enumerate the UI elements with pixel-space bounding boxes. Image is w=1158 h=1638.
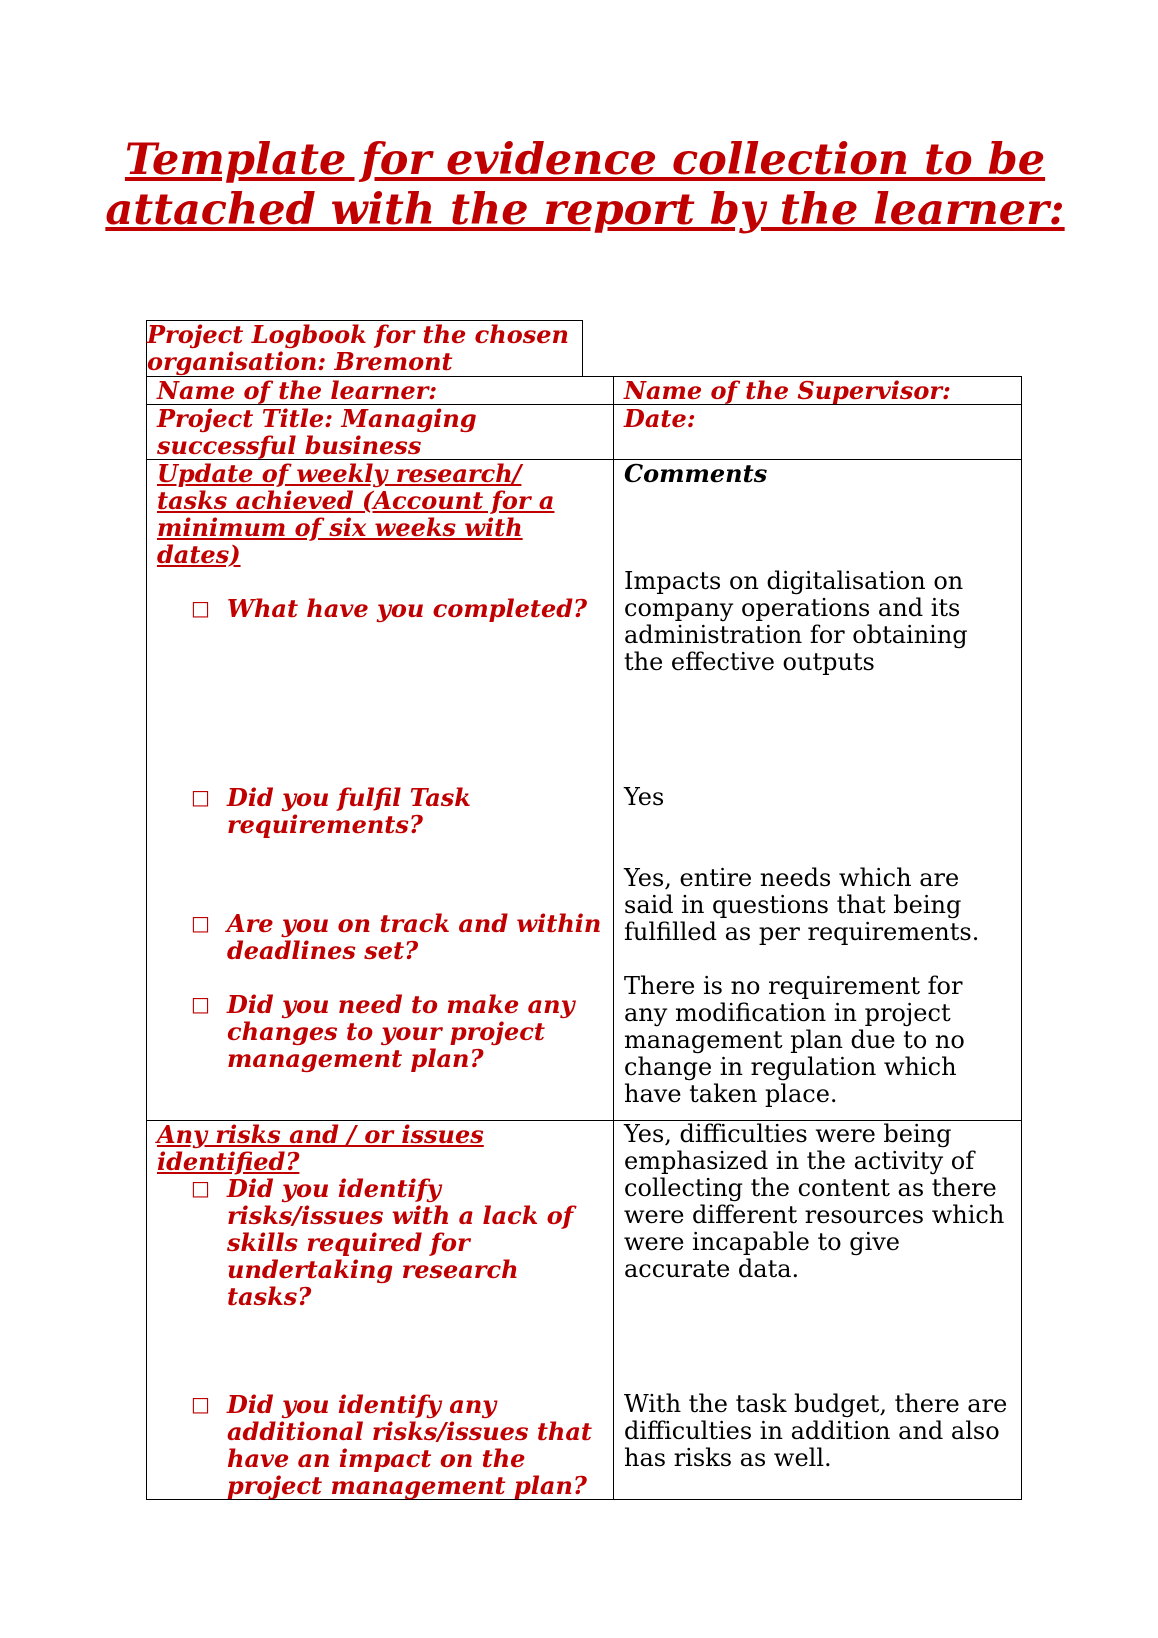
question-skills-risks: □ Did you identify risks/issues with a lack of skills required for undertaking research tasks?	[191, 1174, 574, 1311]
checkbox-icon: □	[191, 911, 210, 935]
learner-name-label: Name of the learner:	[147, 377, 614, 405]
checkbox-icon: □	[191, 1176, 210, 1200]
updates-heading: Update of weekly research/ tasks achieved (Account for a minimum of six weeks with dates)	[157, 459, 555, 569]
checkbox-icon: □	[191, 596, 210, 620]
question-completed: □ What have you completed?	[191, 594, 588, 623]
answer-skills-risks: Yes, difficulties were being emphasized in the activity of collecting the content as there were different resources which were incapable to give accurate data.	[624, 1120, 1005, 1283]
date-label: Date:	[614, 405, 1022, 460]
question-additional-risks: □ Did you identify any additional risks/issues that have an impact on the project management plan?	[191, 1390, 592, 1500]
page-title: Template for evidence collection to be attached with the report by the learner:	[105, 135, 1065, 235]
learner-row	[147, 377, 1022, 405]
checkbox-icon: □	[191, 992, 210, 1016]
project-title-label: Project Title: Managing successful business	[147, 405, 614, 460]
answer-on-track: Yes, entire needs which are said in questions that being fulfilled as per requirements.	[624, 864, 980, 946]
checkbox-icon: □	[191, 785, 210, 809]
risks-row	[147, 1121, 1022, 1500]
logbook-table	[146, 376, 1022, 1500]
answer-task-requirements: Yes	[624, 783, 665, 811]
answer-additional-risks: With the task budget, there are difficulties in addition and also has risks as well.	[624, 1390, 1008, 1472]
comments-label: Comments	[624, 459, 768, 488]
risks-questions-cell	[147, 1121, 614, 1500]
risks-heading: Any risks and / or issues identified?	[157, 1120, 484, 1176]
question-on-track: □ Are you on track and within deadlines set?	[191, 909, 602, 965]
answer-completed: Impacts on digitalisation on company operations and its administration for obtaining the effective outputs	[624, 567, 968, 676]
organisation-box: Project Logbook for the chosen organisation: Bremont	[146, 320, 583, 376]
project-row	[147, 405, 1022, 460]
question-task-requirements: □ Did you fulfil Task requirements?	[191, 783, 471, 839]
answer-plan-changes: There is no requirement for any modification in project management plan due to no change in regulation which have taken place.	[624, 972, 965, 1108]
updates-comments-cell	[614, 460, 1022, 1121]
supervisor-name-label: Name of the Supervisor:	[614, 377, 1022, 405]
risks-comments-cell	[614, 1121, 1022, 1500]
updates-row	[147, 460, 1022, 1121]
question-plan-changes: □ Did you need to make any changes to your project management plan?	[191, 990, 575, 1073]
checkbox-icon: □	[191, 1392, 210, 1416]
updates-questions-cell	[147, 460, 614, 1121]
